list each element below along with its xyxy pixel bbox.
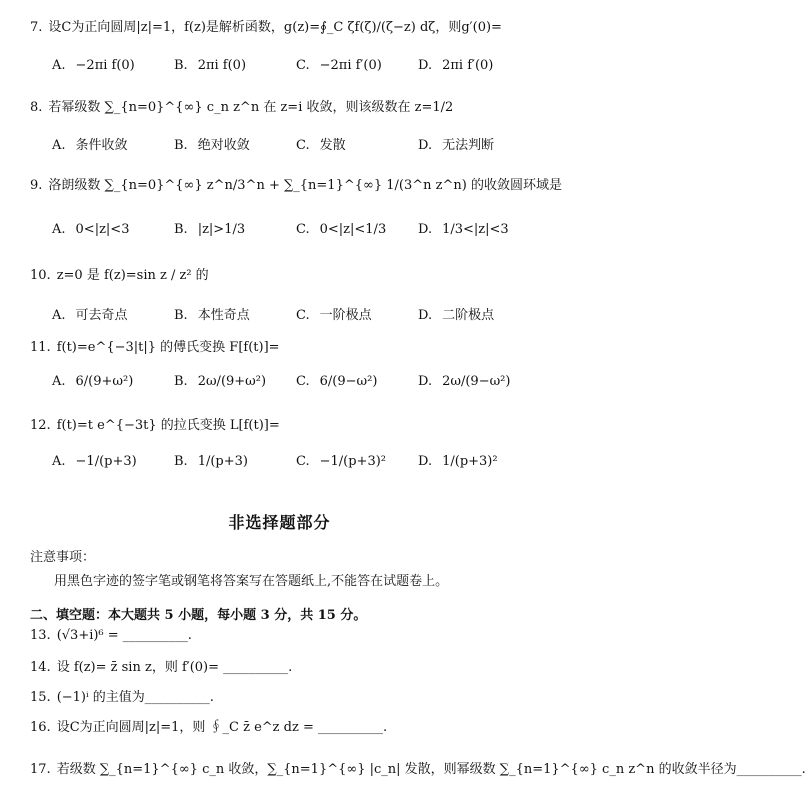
option-text: 本性奇点 (197, 308, 250, 323)
option-b (174, 222, 245, 237)
question-9-stem (30, 174, 562, 193)
option-label: D. (418, 222, 433, 237)
question-8-stem (30, 96, 453, 115)
question-number: 15. (30, 690, 51, 705)
option-label: B. (174, 308, 188, 323)
option-c (296, 454, 386, 469)
option-text: 6/(9−ω²) (319, 374, 378, 389)
option-label: C. (296, 308, 310, 323)
option-label: C. (296, 374, 310, 389)
option-text: 1/(p+3) (197, 454, 248, 469)
option-label: A. (52, 222, 66, 237)
question-text: f(t)=e^{−3|t|} 的傅氏变换 F[f(t)]= (56, 340, 280, 355)
question-10-options (52, 304, 552, 324)
question-9-options (52, 222, 552, 242)
option-c (296, 304, 372, 323)
question-7-options (52, 58, 552, 78)
question-number: 7. (30, 20, 43, 35)
question-number: 10. (30, 268, 51, 283)
option-c (296, 134, 346, 153)
option-a (52, 134, 128, 153)
question-text: 设C为正向圆周|z|=1，f(z)是解析函数，g(z)=∮_C ζf(ζ)/(ζ−z) dζ，则g′(0)= (48, 20, 502, 35)
notice-heading: 注意事项： (30, 550, 96, 565)
option-text: −2πi f′(0) (319, 58, 382, 73)
question-text: 若幂级数 ∑_{n=0}^{∞} c_n z^n 在 z=i 收敛，则该级数在 z=1/2 (48, 100, 454, 115)
option-label: A. (52, 138, 66, 153)
question-number: 14. (30, 660, 51, 675)
option-d (418, 134, 494, 153)
option-d (418, 222, 509, 237)
question-number: 9. (30, 178, 43, 193)
option-a (52, 58, 135, 73)
option-label: B. (174, 138, 188, 153)
option-b (174, 304, 250, 323)
option-text: 一阶极点 (319, 308, 372, 323)
question-13 (30, 628, 192, 643)
option-text: 1/(p+3)² (442, 454, 498, 469)
option-label: B. (174, 374, 188, 389)
option-text: 1/3<|z|<3 (442, 222, 509, 237)
option-b (174, 58, 246, 73)
option-c (296, 58, 382, 73)
notice-text: 用黑色字迹的签字笔或钢笔将答案写在答题纸上,不能答在试题卷上。 (54, 574, 449, 589)
question-number: 8. (30, 100, 43, 115)
option-a (52, 374, 133, 389)
option-label: A. (52, 454, 66, 469)
option-label: C. (296, 222, 310, 237)
question-text: 洛朗级数 ∑_{n=0}^{∞} z^n/3^n + ∑_{n=1}^{∞} 1/(3^n z^n) 的收敛圆环域是 (48, 178, 562, 193)
option-label: A. (52, 374, 66, 389)
fill-in-heading: 二、填空题：本大题共 5 小题，每小题 3 分，共 15 分。 (30, 608, 367, 623)
option-text: 2ω/(9−ω²) (442, 374, 511, 389)
option-text: 0<|z|<3 (75, 222, 130, 237)
option-text: 2ω/(9+ω²) (197, 374, 267, 389)
question-text: 若级数 ∑_{n=1}^{∞} c_n 收敛，∑_{n=1}^{∞} |c_n| 发散，则幂级数 ∑_{n=1}^{∞} c_n z^n 的收敛半径为__________. (56, 762, 806, 777)
question-text: (−1)ⁱ 的主值为__________. (56, 690, 214, 705)
question-number: 11. (30, 340, 51, 355)
option-text: 可去奇点 (75, 308, 128, 323)
option-d (418, 304, 494, 323)
option-b (174, 134, 250, 153)
question-text: (√3+i)⁶ = __________. (56, 628, 192, 643)
question-text: 设C为正向圆周|z|=1，则 ∮_C z̄ e^z dz = __________. (56, 720, 388, 735)
question-15 (30, 686, 214, 705)
option-label: B. (174, 58, 188, 73)
option-a (52, 222, 129, 237)
question-14 (30, 656, 292, 675)
option-text: 2πi f′(0) (442, 58, 494, 73)
option-d (418, 58, 493, 73)
option-b (174, 374, 266, 389)
option-text: −2πi f(0) (75, 58, 135, 73)
option-text: |z|>1/3 (197, 222, 246, 237)
question-11-stem (30, 336, 280, 355)
option-label: B. (174, 454, 188, 469)
option-d (418, 374, 510, 389)
option-label: C. (296, 138, 310, 153)
option-text: 无法判断 (442, 138, 495, 153)
option-text: 6/(9+ω²) (75, 374, 134, 389)
question-12-stem (30, 414, 280, 433)
question-number: 16. (30, 720, 51, 735)
question-number: 12. (30, 418, 51, 433)
option-c (296, 222, 386, 237)
option-label: C. (296, 58, 310, 73)
question-11-options (52, 374, 552, 394)
option-label: A. (52, 58, 66, 73)
option-label: B. (174, 222, 188, 237)
option-a (52, 304, 128, 323)
question-number: 17. (30, 762, 51, 777)
option-text: 0<|z|<1/3 (319, 222, 387, 237)
option-label: C. (296, 454, 310, 469)
option-label: A. (52, 308, 66, 323)
question-text: f(t)=t e^{−3t} 的拉氏变换 L[f(t)]= (56, 418, 280, 433)
question-12-options (52, 454, 552, 474)
question-17 (30, 758, 806, 777)
option-label: D. (418, 308, 433, 323)
option-label: D. (418, 454, 433, 469)
question-text: z=0 是 f(z)=sin z / z² 的 (56, 268, 209, 283)
option-text: −1/(p+3) (75, 454, 137, 469)
option-text: −1/(p+3)² (319, 454, 387, 469)
option-c (296, 374, 377, 389)
option-b (174, 454, 248, 469)
option-label: D. (418, 374, 433, 389)
question-16 (30, 716, 387, 735)
option-label: D. (418, 58, 433, 73)
option-a (52, 454, 137, 469)
option-text: 二阶极点 (442, 308, 495, 323)
option-text: 发散 (319, 138, 346, 153)
option-text: 2πi f(0) (197, 58, 247, 73)
option-d (418, 454, 498, 469)
option-label: D. (418, 138, 433, 153)
question-text: 设 f(z)= z̄ sin z，则 f′(0)= __________. (56, 660, 293, 675)
question-8-options (52, 134, 552, 154)
option-text: 绝对收敛 (197, 138, 250, 153)
option-text: 条件收敛 (75, 138, 128, 153)
question-number: 13. (30, 628, 51, 643)
question-10-stem (30, 264, 209, 283)
question-7-stem (30, 16, 502, 35)
section-title: 非选择题部分 (228, 513, 331, 532)
